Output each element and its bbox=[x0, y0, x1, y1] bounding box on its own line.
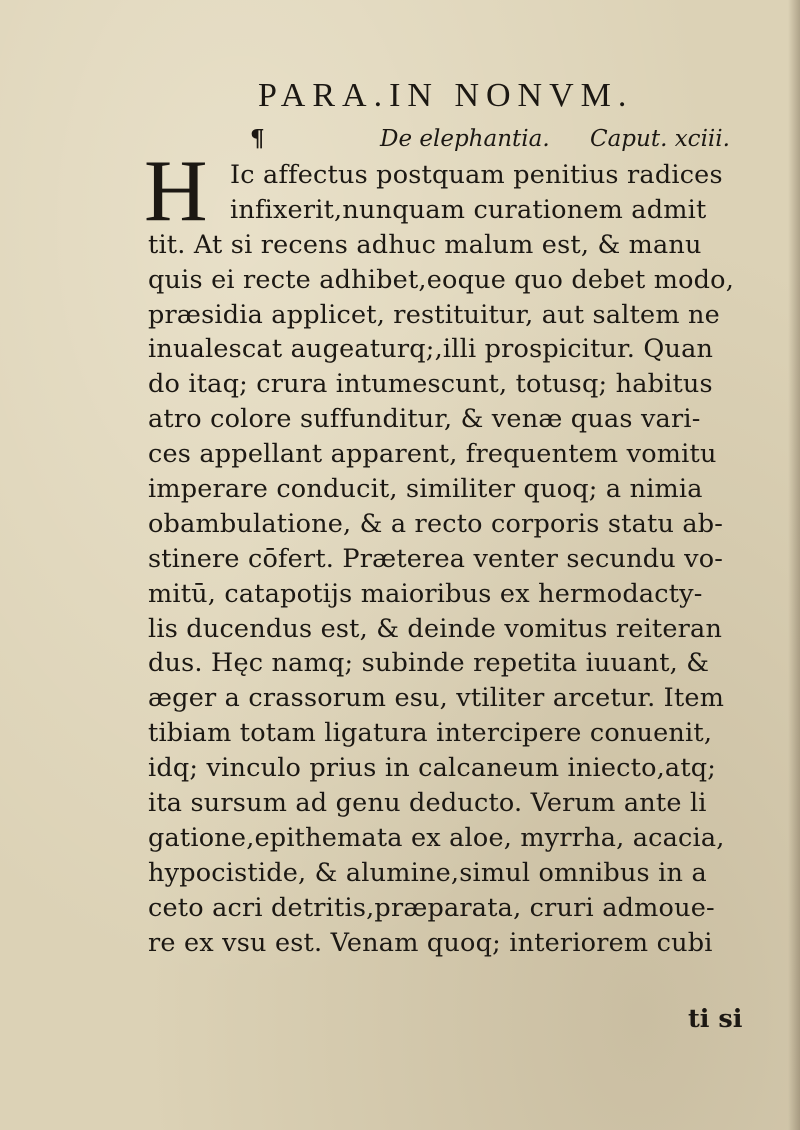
text-line: re ex vsu est. Venam quoq; interiorem cubi bbox=[148, 927, 713, 958]
text-line: tibiam totam ligatura intercipere conuenit, bbox=[148, 718, 713, 749]
text-line: præsidia applicet, restituitur, aut saltem ne bbox=[148, 299, 720, 330]
text-line: tit. At si recens adhuc malum est, & manu bbox=[148, 229, 702, 260]
text-line: quis ei recte adhibet,eoque quo debet modo, bbox=[148, 264, 735, 295]
chapter-label: Caput. xciii. bbox=[590, 126, 730, 152]
text-line: æger a crassorum esu, vtiliter arcetur. Item bbox=[148, 683, 725, 714]
text-line: mitū, catapotijs maioribus ex hermodacty- bbox=[148, 578, 703, 609]
text-line: Ic affectus postquam penitius radices bbox=[230, 160, 723, 190]
pilcrow-mark: ¶ bbox=[250, 125, 265, 152]
text-line: dus. Hęc namq; subinde repetita iuuant, & bbox=[148, 648, 710, 679]
text-line: ces appellant apparent, frequentem vomitu bbox=[148, 439, 717, 470]
text-line: infixerit,nunquam curationem admit bbox=[230, 194, 707, 225]
drop-cap: H bbox=[144, 143, 208, 240]
text-line: ita sursum ad genu deducto. Verum ante li bbox=[148, 788, 707, 819]
text-line: gatione,epithemata ex aloe, myrrha, acacia, bbox=[148, 822, 725, 853]
text-line: imperare conducit, similiter quoq; a nimia bbox=[148, 474, 703, 505]
text-line: atro colore suffunditur, & venæ quas vari- bbox=[148, 404, 701, 435]
catchword: ti si bbox=[688, 1004, 743, 1034]
body-text bbox=[148, 158, 768, 960]
text-line: obambulatione, & a recto corporis statu ab- bbox=[148, 508, 724, 539]
section-title: De elephantia. bbox=[380, 126, 550, 152]
text-line: do itaq; crura intumescunt, totusq; habitus bbox=[148, 369, 713, 400]
page-edge-shadow bbox=[788, 0, 800, 1130]
text-line: hypocistide, & alumine,simul omnibus in a bbox=[148, 857, 707, 888]
text-line: lis ducendus est, & deinde vomitus reiteran bbox=[148, 613, 723, 644]
running-header: PARA.IN NONVM. bbox=[258, 77, 634, 114]
text-line: stinere cōfert. Præterea venter secundu vo- bbox=[148, 543, 724, 574]
chapter-heading bbox=[250, 122, 770, 156]
text-line: idq; vinculo prius in calcaneum iniecto,atq; bbox=[148, 753, 717, 784]
text-line: ceto acri detritis,præparata, cruri admoue- bbox=[148, 892, 715, 923]
text-line: inualescat augeaturq;,illi prospicitur. Quan bbox=[148, 334, 714, 365]
